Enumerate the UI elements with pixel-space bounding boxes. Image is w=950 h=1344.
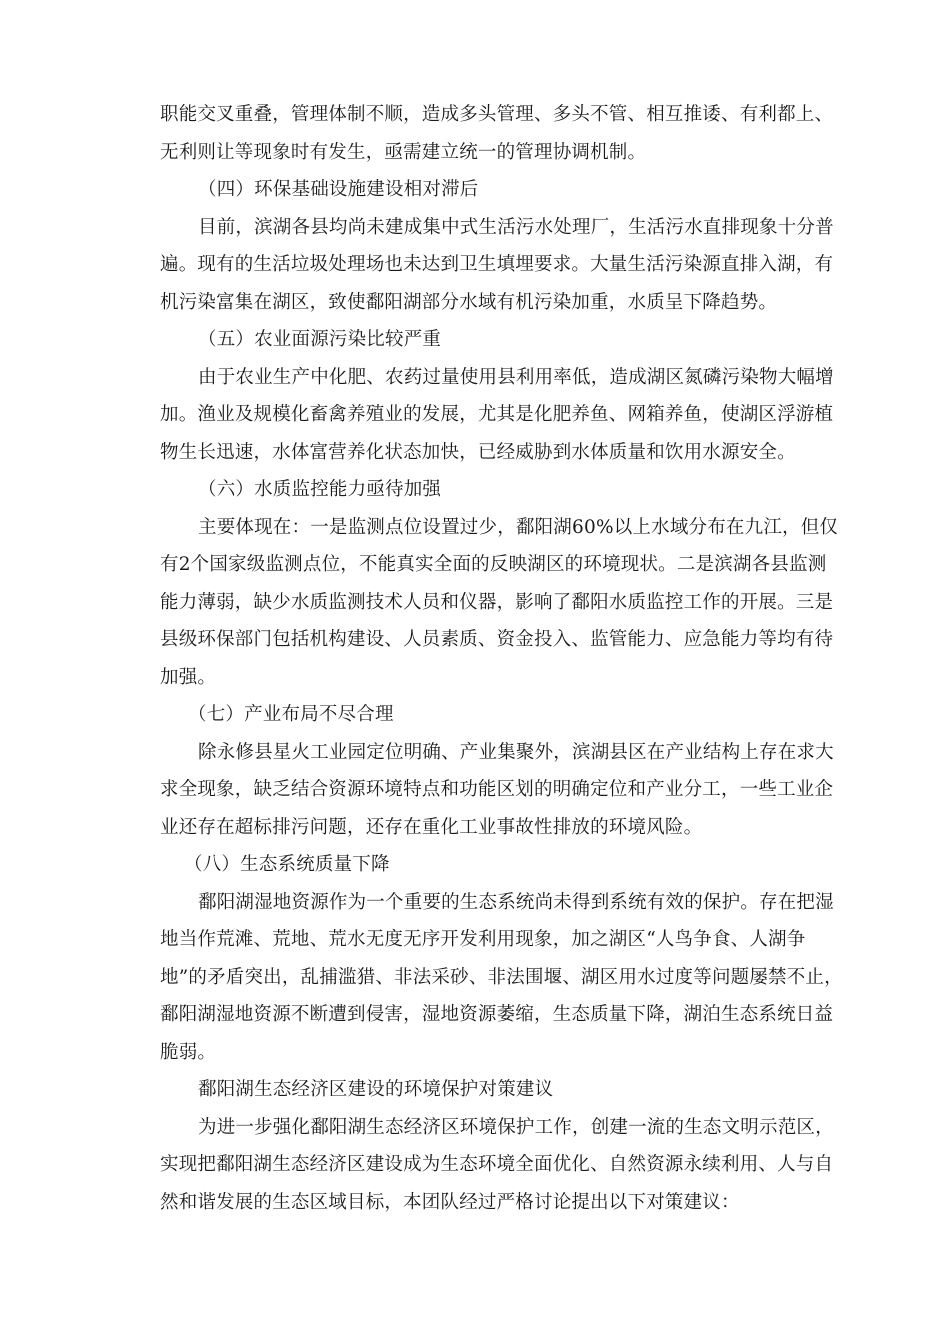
paragraph-line: 目前，滨湖各县均尚未建成集中式生活污水处理厂，生活污水直排现象十分普 — [198, 216, 834, 238]
paragraph-line: 加。渔业及规模化畜禽养殖业的发展，尤其是化肥养鱼、网箱养鱼，使湖区浮游植 — [160, 404, 834, 425]
paragraph-line: 加强。 — [160, 666, 217, 688]
paragraph-line: 地当作荒滩、荒地、荒水无度无序开发利用现象，加之湖区“人鸟争食、人湖争 — [160, 929, 806, 950]
document-body — [160, 96, 865, 1221]
section-heading-recommendations: 鄱阳湖生态经济区建设的环境保护对策建议 — [198, 1079, 554, 1100]
section-heading-8: （八）生态系统质量下降 — [184, 854, 390, 875]
paragraph-line: 然和谐发展的生态区域目标，本团队经过严格讨论提出以下对策建议： — [160, 1191, 740, 1213]
section-heading-7: （七）产业布局不尽合理 — [188, 704, 394, 725]
paragraph-line: 地”的矛盾突出，乱捕滥猎、非法采砂、非法围堰、湖区用水过度等问题屡禁不止， — [160, 966, 843, 988]
paragraph-line: 县级环保部门包括机构建设、人员素质、资金投入、监管能力、应急能力等均有待 — [160, 629, 834, 650]
paragraph-line: 职能交叉重叠，管理体制不顺，造成多头管理、多头不管、相互推诿、有利都上、 — [160, 104, 834, 125]
section-heading-4: （四）环保基础设施建设相对滞后 — [198, 179, 479, 200]
paragraph-line: 主要体现在：一是监测点位设置过少，鄱阳湖60%以上水域分布在九江，但仅 — [198, 516, 839, 538]
paragraph-line: 实现把鄱阳湖生态经济区建设成为生态环境全面优化、自然资源永续利用、人与自 — [160, 1154, 834, 1175]
paragraph-line: 鄱阳湖湿地资源不断遭到侵害，湿地资源萎缩，生态质量下降，湖泊生态系统日益 — [160, 1004, 834, 1025]
paragraph-line: 有2个国家级监测点位，不能真实全面的反映湖区的环境现状。二是滨湖各县监测 — [160, 554, 827, 575]
paragraph-line: 业还存在超标排污问题，还存在重化工业事故性排放的环境风险。 — [160, 816, 703, 838]
paragraph-line: 鄱阳湖湿地资源作为一个重要的生态系统尚未得到系统有效的保护。存在把湿 — [198, 891, 834, 913]
paragraph-line: 无利则让等现象时有发生，亟需建立统一的管理协调机制。 — [160, 141, 647, 163]
paragraph-line: 物生长迅速，水体富营养化状态加快，已经威胁到水体质量和饮用水源安全。 — [160, 441, 796, 463]
paragraph-line: 除永修县星火工业园定位明确、产业集聚外，滨湖县区在产业结构上存在求大 — [198, 741, 834, 763]
paragraph-line: 脆弱。 — [160, 1041, 217, 1063]
paragraph-line: 机污染富集在湖区，致使鄱阳湖部分水域有机污染加重，水质呈下降趋势。 — [160, 291, 778, 313]
paragraph-line: 为进一步强化鄱阳湖生态经济区环境保护工作，创建一流的生态文明示范区， — [198, 1116, 834, 1138]
paragraph-line: 能力薄弱，缺少水质监测技术人员和仪器，影响了鄱阳水质监控工作的开展。三是 — [160, 591, 834, 613]
paragraph-line: 求全现象，缺乏结合资源环境特点和功能区划的明确定位和产业分工，一些工业企 — [160, 779, 834, 800]
paragraph-line: 由于农业生产中化肥、农药过量使用县利用率低，造成湖区氮磷污染物大幅增 — [198, 366, 834, 388]
paragraph-line: 遍。现有的生活垃圾处理场也未达到卫生填埋要求。大量生活污染源直排入湖，有 — [160, 254, 834, 275]
section-heading-5: （五）农业面源污染比较严重 — [198, 329, 442, 350]
section-heading-6: （六）水质监控能力亟待加强 — [198, 479, 442, 500]
